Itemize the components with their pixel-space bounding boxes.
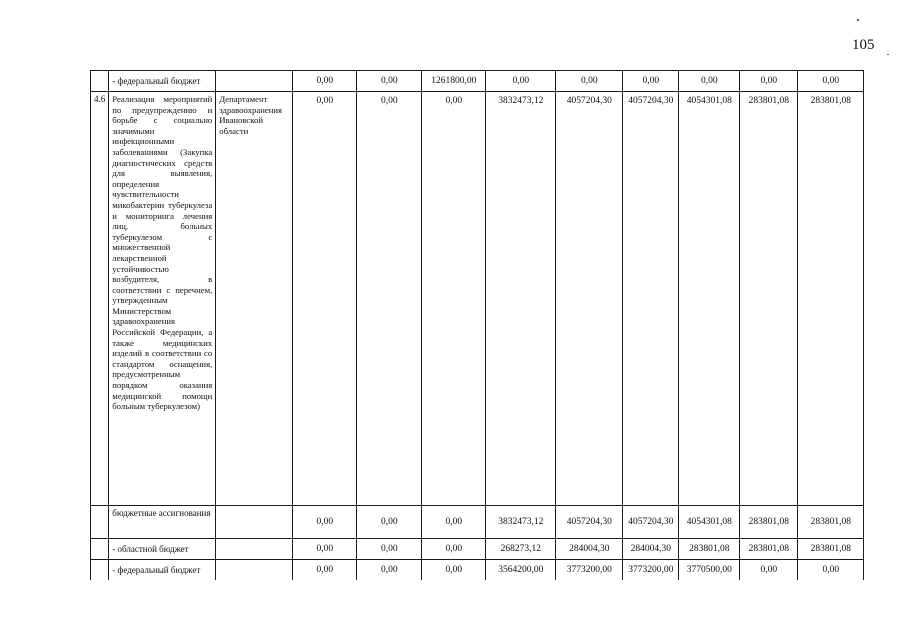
value-cell: 3773200,00 <box>556 560 623 581</box>
row-executor <box>216 560 293 581</box>
value-cell: 0,00 <box>357 71 422 92</box>
value-cell: 268273,12 <box>486 539 556 560</box>
value-cell: 283801,08 <box>679 539 740 560</box>
value-cell: 0,00 <box>740 71 798 92</box>
table-row <box>91 539 864 560</box>
value-cell: 4057204,30 <box>623 506 679 539</box>
row-executor <box>216 506 293 539</box>
row-name: - федеральный бюджет <box>109 71 216 92</box>
row-number: 4.6 <box>91 92 109 506</box>
row-name: Реализация мероприятий по предупреждению и борьбе с социально значимыми инфекционными заболеваниями (Закупка диагностических средств для выявления, определения чувствительности микобактерии туберкулеза и мониторинга лечения лиц, больных туберкулезом с множественной лекарственной устойчивостью возбудителя, в соответствии с перечнем, утвержденным Министерством здравоохранения Российской Федерации, а также медицинских изделий в соответствии со стандартом оснащения, предусмотренным порядком оказания медицинской помощи больным туберкулезом) <box>109 92 216 506</box>
value-cell: 0,00 <box>357 506 422 539</box>
value-cell: 0,00 <box>422 560 486 581</box>
value-cell: 0,00 <box>556 71 623 92</box>
value-cell: 0,00 <box>798 560 864 581</box>
value-cell: 4057204,30 <box>556 506 623 539</box>
scan-speck <box>887 54 889 55</box>
value-cell: 283801,08 <box>740 506 798 539</box>
value-cell: 0,00 <box>357 560 422 581</box>
value-cell: 0,00 <box>357 539 422 560</box>
table-row <box>91 71 864 92</box>
value-cell: 283801,08 <box>798 92 864 506</box>
value-cell: 1261800,00 <box>422 71 486 92</box>
row-number <box>91 539 109 560</box>
value-cell: 284004,30 <box>623 539 679 560</box>
value-cell: 3832473,12 <box>486 506 556 539</box>
value-cell: 0,00 <box>798 71 864 92</box>
table-row <box>91 92 864 506</box>
value-cell: 283801,08 <box>740 539 798 560</box>
table-row <box>91 506 864 539</box>
row-executor: Департамент здравоохранения Ивановской области <box>216 92 293 506</box>
value-cell: 283801,08 <box>740 92 798 506</box>
row-number <box>91 560 109 581</box>
value-cell: 0,00 <box>293 560 357 581</box>
row-name: - областной бюджет <box>109 539 216 560</box>
value-cell: 0,00 <box>293 71 357 92</box>
value-cell: 3832473,12 <box>486 92 556 506</box>
value-cell: 0,00 <box>293 506 357 539</box>
value-cell: 4054301,08 <box>679 92 740 506</box>
budget-table <box>90 70 864 580</box>
value-cell: 4057204,30 <box>623 92 679 506</box>
table-row <box>91 560 864 581</box>
value-cell: 283801,08 <box>798 506 864 539</box>
value-cell: 0,00 <box>293 92 357 506</box>
value-cell: 284004,30 <box>556 539 623 560</box>
row-number <box>91 506 109 539</box>
value-cell: 4054301,08 <box>679 506 740 539</box>
value-cell: 3770500,00 <box>679 560 740 581</box>
scan-speck <box>857 19 859 21</box>
value-cell: 0,00 <box>740 560 798 581</box>
value-cell: 0,00 <box>679 71 740 92</box>
value-cell: 283801,08 <box>798 539 864 560</box>
value-cell: 0,00 <box>293 539 357 560</box>
page-number: 105 <box>852 37 875 53</box>
value-cell: 0,00 <box>486 71 556 92</box>
value-cell: 0,00 <box>422 92 486 506</box>
value-cell: 0,00 <box>422 506 486 539</box>
row-executor <box>216 71 293 92</box>
value-cell: 3564200,00 <box>486 560 556 581</box>
value-cell: 0,00 <box>422 539 486 560</box>
value-cell: 0,00 <box>623 71 679 92</box>
value-cell: 0,00 <box>357 92 422 506</box>
value-cell: 4057204,30 <box>556 92 623 506</box>
row-executor <box>216 539 293 560</box>
row-number <box>91 71 109 92</box>
value-cell: 3773200,00 <box>623 560 679 581</box>
row-name: бюджетные ассигнования <box>109 506 216 539</box>
row-name: - федеральный бюджет <box>109 560 216 581</box>
